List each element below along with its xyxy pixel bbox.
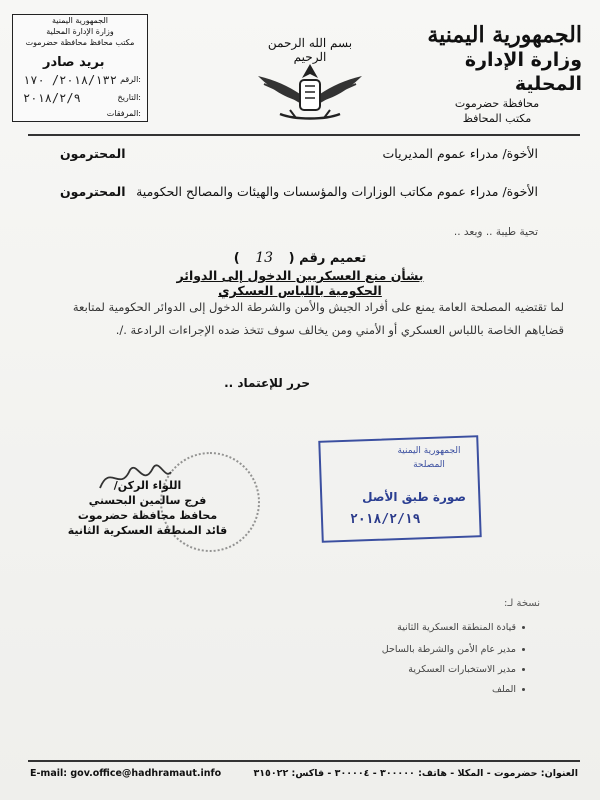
office-name: مكتب المحافظ [462,112,532,125]
stamp-date-label: التاريخ: [117,93,141,102]
addressee-1: الأخوة/ مدراء عموم المديريات [382,146,538,161]
circular-number: 13 [255,250,274,266]
country-name: الجمهورية اليمنية [427,22,582,48]
footer-divider [28,760,580,762]
stamp-attachments-label: المرفقات: [106,109,141,118]
stamp-number-label: الرقم: [120,75,141,84]
circular-body: لما تقتضيه المصلحة العامة يمنع على أفراد الجيش والأمن والشرطة الدخول إلى الدوائر الحكومية لمتابعة قضاياهم الخاصة باللباس العسكري أو الأمني ومن يخالف سوف تتخذ ضده الإجراءات الرادعة ./. [72,300,564,337]
closing-text: حرر للإعتماد .. [224,376,310,390]
signatory-title-2: قائد المنطقة العسكرية الثانية [67,524,228,537]
stamp-label: بريد صادر [43,55,105,70]
stamp-number: ٢٠١٨/١٣٢/ ١٧٠ [23,73,117,87]
letterhead [412,22,582,126]
stamp-line-2: وزارة الإدارة المحلية [46,27,114,36]
outgoing-mail-stamp [12,14,148,122]
copy-item: قيادة المنطقة العسكرية الثانية [397,622,525,633]
copies-title: نسخة لـ: [503,598,540,609]
addressee-2: الأخوة/ مدراء عموم مكاتب الوزارات والمؤسسات والهيئات والمصالح الحكومية [136,184,538,199]
copy-item: مدير عام الأمن والشرطة بالساحل [382,644,525,655]
signature-block [60,478,235,538]
addressee-1-respect: المحترمون [60,146,126,161]
signatory-title-1: محافظ محافظة حضرموت [77,509,218,522]
footer-address: العنوان: حضرموت - المكلا - هاتف: ٣٠٠٠٠٠ - ٣٠٠٠٠٤ - فاكس: ٣١٥٠٢٢ [253,768,578,779]
signatory-name: فرج سالمين البحسني [88,494,207,507]
circular-title: تعميم رقم ( 13 ) [233,250,367,266]
stamp-date: ٢٠١٨/٢/٩ [23,91,81,105]
header-divider [28,134,580,136]
stamp-line-1: الجمهورية اليمنية [51,16,108,25]
circular-title-prefix: تعميم رقم [299,251,367,266]
circular-subject: بشأن منع العسكريين الدخول إلى الدوائر الحكومية باللباس العسكري [176,268,424,298]
blue-stamp-date: ٢٠١٨/٢/١٩ [350,512,421,527]
copy-item: مدير الاستخبارات العسكرية [408,664,525,675]
basmala: بسم الله الرحمن الرحيم [267,36,353,64]
greeting: تحية طيبة .. وبعد .. [453,226,538,238]
blue-stamp-line-2: المصلحة [413,460,445,470]
blue-stamp-line-1: الجمهورية اليمنية [397,446,461,456]
signatory-rank: اللواء الركن/ [113,479,182,492]
blue-stamp-label: صورة طبق الأصل [362,490,466,504]
addressee-2-respect: المحترمون [60,184,126,199]
stamp-line-3: مكتب محافظ محافظة حضرموت [25,38,135,47]
copy-item: الملف [492,684,525,695]
governorate-name: محافظة حضرموت [454,97,540,110]
eagle-emblem-icon [250,56,370,128]
ministry-name: وزارة الإدارة المحلية [464,49,582,95]
true-copy-stamp [320,438,476,536]
footer-email: E-mail: gov.office@hadhramaut.info [30,768,222,779]
